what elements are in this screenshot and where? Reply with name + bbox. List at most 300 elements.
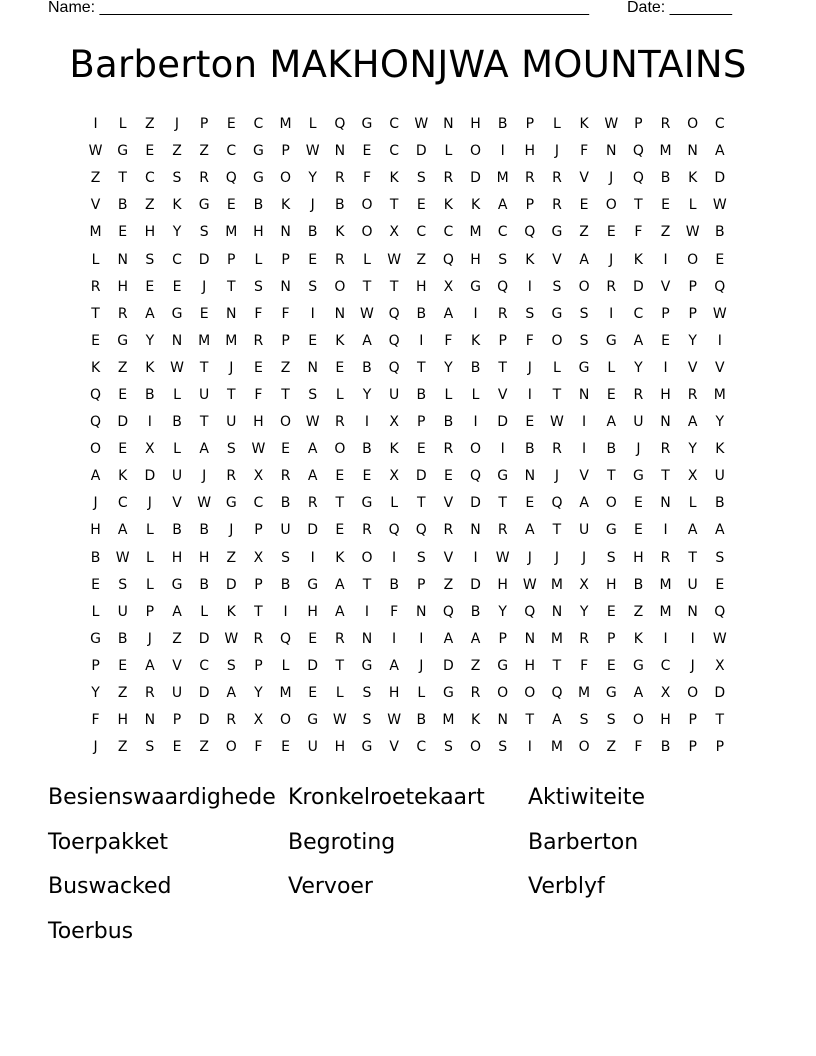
grid-letter[interactable]: J [609,170,614,187]
grid-letter[interactable]: L [688,495,697,512]
grid-letter[interactable]: N [470,522,481,539]
grid-letter[interactable]: Q [551,495,563,512]
grid-letter[interactable]: B [253,197,264,214]
grid-letter[interactable]: G [171,305,183,322]
date-field[interactable]: Date: _______ [627,0,732,16]
grid-letter[interactable]: A [307,468,318,485]
grid-letter[interactable]: E [145,278,155,295]
grid-letter[interactable]: K [525,251,535,268]
grid-letter[interactable]: B [525,441,535,458]
grid-letter[interactable]: D [225,576,237,593]
grid-letter[interactable]: E [606,657,616,674]
grid-letter[interactable]: R [687,386,698,403]
grid-letter[interactable]: F [580,143,589,160]
grid-letter[interactable]: G [117,143,129,160]
grid-letter[interactable]: N [660,414,671,431]
grid-letter[interactable]: L [254,251,263,268]
grid-letter[interactable]: O [632,712,644,729]
grid-letter[interactable]: R [334,630,345,647]
grid-letter[interactable]: H [524,657,536,674]
name-field[interactable]: Name: _______________________________________________________ [48,0,589,16]
grid-letter[interactable]: Y [91,685,100,702]
grid-letter[interactable]: E [172,739,182,756]
grid-letter[interactable]: G [171,576,183,593]
grid-letter[interactable]: M [550,630,563,647]
grid-letter[interactable]: G [578,359,590,376]
grid-letter[interactable]: H [605,576,617,593]
grid-letter[interactable]: H [633,549,644,566]
grid-letter[interactable]: V [715,359,725,376]
grid-letter[interactable]: Z [606,739,617,756]
grid-letter[interactable]: H [171,549,183,566]
grid-letter[interactable]: N [171,332,183,349]
grid-letter[interactable]: T [634,197,643,214]
grid-letter[interactable]: A [497,197,508,214]
grid-letter[interactable]: B [443,414,454,431]
grid-letter[interactable]: E [579,197,589,214]
grid-letter[interactable]: P [417,576,426,593]
grid-letter[interactable]: X [660,685,671,702]
grid-letter[interactable]: R [253,332,264,349]
grid-letter[interactable]: W [712,197,727,214]
grid-letter[interactable]: L [308,116,317,133]
grid-letter[interactable]: U [171,685,183,702]
grid-letter[interactable]: K [579,116,589,133]
grid-letter[interactable]: L [607,359,616,376]
grid-letter[interactable]: B [362,359,372,376]
grid-letter[interactable]: Q [225,170,237,187]
grid-letter[interactable]: K [335,224,345,241]
grid-letter[interactable]: B [715,495,725,512]
grid-letter[interactable]: Z [172,630,182,647]
grid-letter[interactable]: I [364,603,370,620]
grid-letter[interactable]: J [527,549,532,566]
grid-letter[interactable]: S [226,657,236,674]
grid-letter[interactable]: L [553,359,561,376]
grid-letter[interactable]: Z [90,170,101,187]
grid-letter[interactable]: L [118,116,127,133]
grid-letter[interactable]: A [172,603,182,620]
grid-letter[interactable]: G [361,116,373,133]
grid-letter[interactable]: U [714,468,725,485]
grid-letter[interactable]: N [497,712,508,729]
grid-letter[interactable]: A [606,414,617,431]
grid-letter[interactable]: B [715,224,725,241]
grid-letter[interactable]: B [389,576,399,593]
grid-letter[interactable]: S [443,739,453,756]
grid-letter[interactable]: P [254,576,263,593]
grid-letter[interactable]: P [199,116,209,133]
grid-letter[interactable]: A [389,657,399,674]
grid-letter[interactable]: Z [117,685,128,702]
grid-letter[interactable]: Y [715,414,725,431]
grid-letter[interactable]: H [470,251,481,268]
grid-letter[interactable]: R [552,197,562,214]
grid-letter[interactable]: F [254,739,263,756]
grid-letter[interactable]: N [334,143,346,160]
grid-letter[interactable]: H [117,278,128,295]
grid-letter[interactable]: O [361,224,373,241]
grid-letter[interactable]: S [199,224,209,241]
grid-letter[interactable]: D [415,468,427,485]
grid-letter[interactable]: N [687,143,698,160]
grid-letter[interactable]: B [470,603,481,620]
grid-letter[interactable]: K [633,251,643,268]
grid-letter[interactable]: H [470,116,481,133]
grid-letter[interactable]: B [633,576,644,593]
grid-letter[interactable]: P [417,414,426,431]
grid-letter[interactable]: B [606,441,617,458]
grid-letter[interactable]: S [498,251,508,268]
grid-letter[interactable]: J [419,657,424,674]
grid-letter[interactable]: D [307,522,319,539]
grid-letter[interactable]: X [389,224,399,241]
grid-letter[interactable]: E [118,386,128,403]
grid-letter[interactable]: I [473,305,478,322]
grid-letter[interactable]: I [473,549,478,566]
grid-letter[interactable]: I [310,549,315,566]
grid-letter[interactable]: Q [442,251,454,268]
grid-letter[interactable]: N [551,603,563,620]
grid-letter[interactable]: R [579,630,589,647]
grid-letter[interactable]: R [497,305,508,322]
grid-letter[interactable]: E [91,332,100,349]
grid-letter[interactable]: P [688,739,697,756]
grid-letter[interactable]: A [335,603,345,620]
grid-letter[interactable]: D [198,630,210,647]
grid-letter[interactable]: X [253,468,264,485]
grid-letter[interactable]: M [89,224,102,241]
grid-letter[interactable]: R [660,441,671,458]
grid-letter[interactable]: Q [388,359,400,376]
grid-letter[interactable]: B [416,712,427,729]
grid-letter[interactable]: W [685,224,700,241]
grid-letter[interactable]: O [90,441,102,458]
grid-letter[interactable]: X [443,278,454,295]
grid-letter[interactable]: U [117,603,128,620]
grid-letter[interactable]: G [442,685,454,702]
grid-letter[interactable]: E [416,197,426,214]
grid-letter[interactable]: K [633,630,643,647]
grid-letter[interactable]: U [633,414,644,431]
grid-letter[interactable]: X [389,468,399,485]
grid-letter[interactable]: Y [254,685,263,702]
grid-letter[interactable]: B [117,630,128,647]
grid-letter[interactable]: J [147,630,152,647]
grid-letter[interactable]: D [198,685,210,702]
grid-letter[interactable]: E [281,441,290,458]
grid-letter[interactable]: E [281,739,290,756]
grid-letter[interactable]: E [661,197,670,214]
grid-letter[interactable]: W [550,414,564,431]
grid-letter[interactable]: M [279,685,292,702]
grid-letter[interactable]: N [416,603,427,620]
grid-letter[interactable]: N [524,630,536,647]
grid-letter[interactable]: R [144,685,155,702]
grid-letter[interactable]: Q [524,224,536,241]
grid-letter[interactable]: X [389,414,399,431]
grid-letter[interactable]: Z [117,739,128,756]
grid-letter[interactable]: F [362,170,371,187]
grid-letter[interactable]: B [335,197,345,214]
grid-letter[interactable]: O [687,685,699,702]
grid-letter[interactable]: V [552,251,562,268]
grid-letter[interactable]: M [550,739,563,756]
grid-letter[interactable]: F [444,332,453,349]
grid-letter[interactable]: F [634,739,643,756]
grid-letter[interactable]: L [390,495,399,512]
grid-letter[interactable]: T [281,386,290,403]
grid-letter[interactable]: N [578,386,590,403]
grid-letter[interactable]: C [253,495,264,512]
grid-letter[interactable]: O [280,712,292,729]
grid-letter[interactable]: Z [579,224,589,241]
grid-letter[interactable]: K [226,603,236,620]
grid-letter[interactable]: T [335,495,345,512]
grid-letter[interactable]: D [470,576,481,593]
grid-letter[interactable]: H [198,549,210,566]
grid-letter[interactable]: P [254,522,263,539]
grid-letter[interactable]: K [688,170,698,187]
grid-letter[interactable]: Q [524,603,536,620]
grid-letter[interactable]: E [525,414,535,431]
grid-letter[interactable]: P [688,712,697,729]
grid-letter[interactable]: P [688,278,697,295]
grid-letter[interactable]: O [687,251,699,268]
grid-letter[interactable]: X [253,549,264,566]
grid-letter[interactable]: F [254,305,263,322]
grid-letter[interactable]: O [470,143,482,160]
grid-letter[interactable]: L [335,386,344,403]
grid-letter[interactable]: D [497,414,509,431]
grid-letter[interactable]: O [605,197,617,214]
grid-letter[interactable]: M [713,386,726,403]
grid-letter[interactable]: L [417,685,426,702]
grid-letter[interactable]: R [226,712,237,729]
grid-letter[interactable]: R [552,441,562,458]
grid-letter[interactable]: E [416,441,426,458]
grid-letter[interactable]: G [551,224,563,241]
grid-letter[interactable]: C [497,224,508,241]
grid-letter[interactable]: Q [388,305,400,322]
grid-letter[interactable]: Q [415,522,427,539]
grid-letter[interactable]: P [525,116,535,133]
grid-letter[interactable]: L [173,441,181,458]
grid-letter[interactable]: M [198,332,211,349]
grid-letter[interactable]: Y [498,603,507,620]
grid-letter[interactable]: X [715,657,725,674]
grid-letter[interactable]: R [524,170,535,187]
grid-letter[interactable]: W [522,576,537,593]
grid-letter[interactable]: Z [226,549,237,566]
grid-letter[interactable]: J [527,359,532,376]
grid-letter[interactable]: R [633,386,644,403]
grid-letter[interactable]: W [115,549,130,566]
grid-letter[interactable]: X [145,441,155,458]
grid-letter[interactable]: C [389,143,399,160]
grid-letter[interactable]: V [443,549,454,566]
grid-letter[interactable]: N [307,359,318,376]
grid-letter[interactable]: J [582,549,587,566]
grid-letter[interactable]: L [553,116,561,133]
grid-letter[interactable]: A [443,630,454,647]
grid-letter[interactable]: V [443,495,454,512]
grid-letter[interactable]: W [170,359,184,376]
grid-letter[interactable]: X [579,576,589,593]
grid-letter[interactable]: D [714,685,726,702]
grid-letter[interactable]: J [609,251,614,268]
grid-letter[interactable]: S [145,251,155,268]
grid-letter[interactable]: K [335,549,345,566]
grid-letter[interactable]: Y [688,441,697,458]
grid-letter[interactable]: C [660,657,671,674]
grid-letter[interactable]: Q [632,143,644,160]
grid-letter[interactable]: K [118,468,128,485]
grid-letter[interactable]: Q [442,603,454,620]
grid-letter[interactable]: B [416,305,427,322]
grid-letter[interactable]: D [307,657,319,674]
grid-letter[interactable]: I [663,251,668,268]
grid-letter[interactable]: Q [551,685,563,702]
grid-letter[interactable]: V [90,197,101,214]
grid-letter[interactable]: L [145,549,154,566]
grid-letter[interactable]: G [470,278,481,295]
grid-letter[interactable]: N [334,305,346,322]
grid-letter[interactable]: R [552,170,562,187]
grid-letter[interactable]: I [527,278,532,295]
grid-letter[interactable]: R [443,522,454,539]
grid-letter[interactable]: Q [388,332,400,349]
grid-letter[interactable]: Z [280,359,291,376]
grid-letter[interactable]: S [308,278,318,295]
grid-letter[interactable]: I [392,549,397,566]
grid-letter[interactable]: E [172,278,182,295]
grid-letter[interactable]: O [361,197,373,214]
grid-letter[interactable]: T [416,495,426,512]
grid-letter[interactable]: D [470,495,481,512]
grid-letter[interactable]: T [226,386,236,403]
grid-letter[interactable]: H [660,712,671,729]
grid-letter[interactable]: W [495,549,510,566]
grid-letter[interactable]: N [660,495,671,512]
grid-letter[interactable]: S [308,386,318,403]
grid-letter[interactable]: E [145,143,155,160]
grid-letter[interactable]: P [661,305,670,322]
grid-letter[interactable]: V [579,468,589,485]
grid-letter[interactable]: E [606,224,616,241]
grid-letter[interactable]: I [717,332,722,349]
grid-letter[interactable]: A [145,657,155,674]
grid-letter[interactable]: Z [470,657,481,674]
grid-letter[interactable]: S [606,712,616,729]
grid-letter[interactable]: Q [470,468,482,485]
grid-letter[interactable]: N [280,278,291,295]
grid-letter[interactable]: O [524,685,536,702]
grid-letter[interactable]: C [253,116,264,133]
grid-letter[interactable]: E [199,305,209,322]
grid-letter[interactable]: P [254,657,263,674]
grid-letter[interactable]: E [362,468,372,485]
grid-letter[interactable]: A [687,522,698,539]
grid-letter[interactable]: J [93,495,98,512]
grid-letter[interactable]: Z [172,143,182,160]
grid-letter[interactable]: K [389,170,399,187]
grid-letter[interactable]: F [281,305,290,322]
grid-letter[interactable]: A [687,414,698,431]
grid-letter[interactable]: H [307,603,318,620]
grid-letter[interactable]: R [90,278,101,295]
grid-letter[interactable]: S [281,549,290,566]
grid-letter[interactable]: R [470,685,481,702]
grid-letter[interactable]: R [226,468,237,485]
grid-letter[interactable]: S [525,305,535,322]
grid-letter[interactable]: T [606,468,616,485]
grid-letter[interactable]: T [199,359,209,376]
grid-letter[interactable]: A [307,441,318,458]
grid-letter[interactable]: Q [334,116,346,133]
grid-letter[interactable]: P [281,143,290,160]
grid-letter[interactable]: G [361,657,373,674]
grid-letter[interactable]: B [660,170,671,187]
grid-letter[interactable]: Y [688,332,697,349]
grid-letter[interactable]: Q [632,170,644,187]
grid-letter[interactable]: P [145,603,155,620]
grid-letter[interactable]: K [389,441,399,458]
grid-letter[interactable]: M [659,143,672,160]
grid-letter[interactable]: K [470,332,481,349]
grid-letter[interactable]: V [660,278,671,295]
grid-letter[interactable]: S [226,441,236,458]
grid-letter[interactable]: Z [117,359,128,376]
grid-letter[interactable]: P [281,332,290,349]
grid-letter[interactable]: E [335,359,345,376]
grid-letter[interactable]: R [253,630,264,647]
grid-letter[interactable]: F [390,603,399,620]
grid-letter[interactable]: D [144,468,156,485]
grid-letter[interactable]: R [443,441,454,458]
grid-letter[interactable]: A [117,522,128,539]
grid-letter[interactable]: Z [199,143,209,160]
grid-letter[interactable]: U [199,386,210,403]
grid-letter[interactable]: L [281,657,290,674]
grid-letter[interactable]: P [634,116,643,133]
grid-letter[interactable]: P [172,712,182,729]
grid-letter[interactable]: I [283,603,288,620]
grid-letter[interactable]: P [91,657,100,674]
grid-letter[interactable]: M [578,685,591,702]
grid-letter[interactable]: A [633,332,644,349]
grid-letter[interactable]: O [497,685,509,702]
grid-letter[interactable]: K [280,197,291,214]
grid-letter[interactable]: T [661,468,670,485]
grid-letter[interactable]: A [90,468,101,485]
grid-letter[interactable]: A [552,712,562,729]
grid-letter[interactable]: G [307,576,319,593]
grid-letter[interactable]: B [362,441,372,458]
grid-letter[interactable]: Z [633,603,644,620]
grid-letter[interactable]: F [634,224,643,241]
grid-letter[interactable]: R [660,116,671,133]
grid-letter[interactable]: K [172,197,182,214]
grid-letter[interactable]: M [469,224,482,241]
grid-letter[interactable]: G [632,657,644,674]
grid-letter[interactable]: C [443,224,454,241]
grid-letter[interactable]: B [307,224,318,241]
grid-letter[interactable]: W [305,143,320,160]
grid-letter[interactable]: A [715,522,725,539]
grid-letter[interactable]: K [335,332,345,349]
grid-letter[interactable]: L [91,251,100,268]
